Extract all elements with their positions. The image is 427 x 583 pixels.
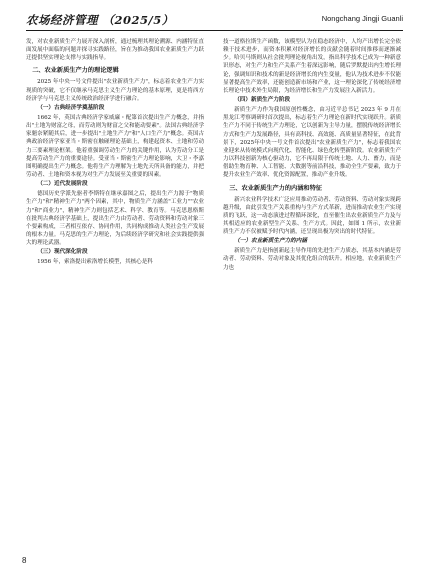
section-heading-theory-logic: 二、农业新质生产力的理论逻辑 — [32, 67, 119, 75]
subheading-modern-development-stage: （二）近代发展阶段 — [37, 181, 88, 188]
subheading-new-quality-stage: （四）新质生产力阶段 — [234, 97, 291, 104]
paragraph: 新兴农业科学技术广泛应用推动劳动者、劳动资料、劳动对象实现跨越升级，由此引发生产关系重构与生产方式革新，进而推动农业生产实现质的飞跃，这一动态演进过程循环深化，直至催生出农业新质生产力及与其相适应的农业新型生产关系、生产方式。因此，如图 1 所示，农业新质生产力不仅被赋予时代内涵，还呈现出极为突出的时代特征。 — [223, 196, 401, 236]
paragraph: 1956 年，索洛提出索洛增长模型，其核心是科 — [37, 259, 153, 266]
paragraph: 新质生产力是指创新起主导作用的先进生产力质态，其基本内涵是劳动者、劳动资料、劳动对象及其优化组合的跃升。相应地，农业新质生产力也 — [223, 248, 401, 271]
paragraph: 1662 年，英国古典经济学家威廉・配第首次提出生产力概念，并指出"土地为财富之母，而劳动则为财富之父和能动要素"。法国古典经济学家魁奈紧随其后，进一步提出"土地生产力"和"人口生产力"概念。英国古典政治经济学家亚当・斯密在触碰理论基础上，构建起资本、土地和劳动力三要素理论框架。他着重强调劳动生产力的关键作用，认为劳动分工是提高劳动生产力的重要途径。受亚当・斯密生产力理论影响，大卫・李嘉图明确提出生产力概念。他将生产力理解为土地先天所具备的能力，并把劳动者、土地和资本视为对生产力发展至关重要的因素。 — [26, 114, 204, 179]
journal-title-cn: 农场经济管理 （2025/5） — [26, 13, 174, 27]
left-column — [26, 38, 204, 266]
paragraph-continued: 技一道格拉斯生产函数，该模型认为在稳态经济中，人均产出增长完全依赖于技术进步，而资本积累对经济增长的贡献会随着时间推移而逐渐减少。哈贝马斯则从社会批判理论视角出发，指出科学技术已成为一种新意识形态，对生产力和生产关系产生着深远影响，随后罗默提出内生增长理论，强调知识和技术的新是经济增长的内生变量，他认为技术进步不仅能显著提高生产效率，还能创造新市场和产业，这一理论深化了传统经济增长理论中技术外生局限，为经济增长和生产力发展注入新活力。 — [223, 39, 401, 94]
paragraph: 新质生产力作为我国原创性概念，由习近平总书记 2023 年 9 月在黑龙江考察调研时首次提出，标志着生产力理论在新时代实现跃升。新质生产力不同于传统生产力理论，它以创新为主导力量，摆脱传统经济增长方式和生产力发展路径，具有高科技、高效能、高质量显著特征，在此背景下，2025年中央一号文件首次提出"农业新质生产力"，标志着我国农业迎来从传统模式向现代化、智能化、绿色化转型新阶段。农业新质生产力以科技创新为核心驱动力，它不再局限于传统土地、人力、畜力，而是借助生物育种、人工智能、大数据等前沿科技，推动全生产要素，致力于提升农业生产效率、优化资源配置，推动产业升级。 — [223, 107, 401, 179]
subheading-connotation: （一）农业新质生产力的内涵 — [234, 238, 307, 245]
subheading-contemporary-stage: （三）现代深化阶段 — [37, 249, 88, 256]
section-heading-connotation-features: 三、农业新质生产力的内涵和特征 — [229, 184, 322, 192]
page-header — [0, 0, 427, 36]
subheading-classical-stage: （一）古典经济学奠基阶段 — [37, 104, 105, 111]
intro-paragraph-end: 发，对农业新质生产力展开深入剖析，通过梳理其理论溯源、内涵特征直面发展中面临的问题并探寻实践路径，旨在为推动我国农业新质生产力跃迁提供坚实理论支撑与实践指导。 — [26, 39, 204, 62]
right-column — [223, 38, 401, 272]
paragraph: 2025 年中央一号文件提出"农业新质生产力"，标志着农业生产力实现质的突破，它不仅继承马克思主义生产力理论的基本原理，更是将西方经济学与马克思主义传统政治经济学进行融合。 — [26, 79, 204, 102]
paragraph: 德国历史学派先驱者李斯特在继承嘉图之后，提出生产力源于"物质生产力"和"精神生产力"两个因素，其中，物质生产力涵盖"工业力""农业力"和"商业力"，精神生产力则包括艺术、科学、教育等。马克思恩格斯在批判古典经济学基础上，提出生产力由劳动者、劳动资料和劳动对象三个要素构成，三者相互依存、协同作用，共同构成推动人类社会生产发展的根本力量。马克思的生产力理论，为后续经济学研究和社会实践提供强大的理论武器。 — [26, 191, 204, 247]
page-number: 8 — [22, 556, 27, 565]
header-rule — [26, 30, 403, 31]
journal-title-en: Nongchang Jingji Guanli — [321, 14, 403, 23]
